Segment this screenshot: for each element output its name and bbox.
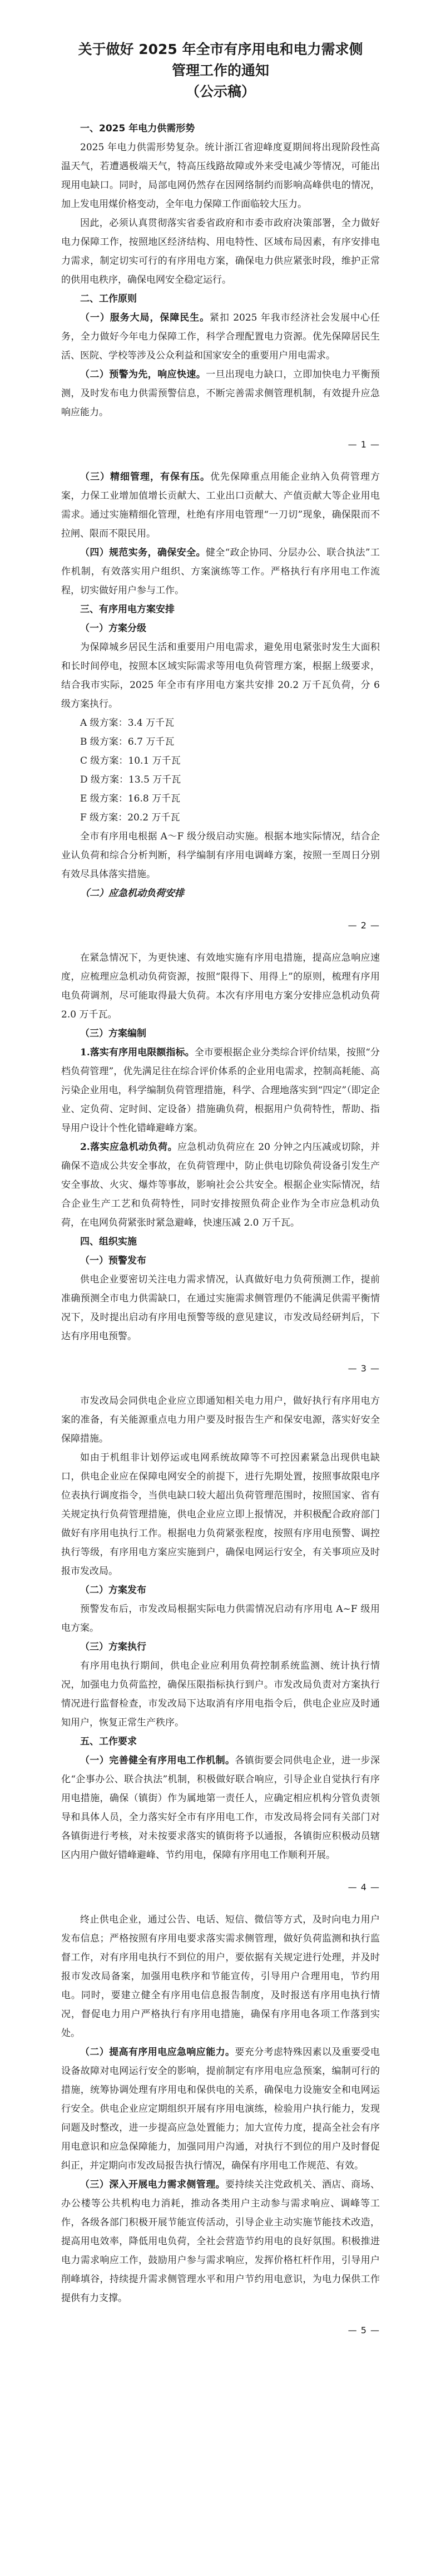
level-c-line [61,751,380,770]
level-d-value: 13.5 万千瓦 [128,774,181,785]
level-e-line [61,789,380,808]
section-5-paragraph-3-text: 要充分考虑特殊因素以及重要受电设备故障对电网运行安全的影响，提前制定有序用电应急预案，编制可行的措施，统筹协调处理有序用电和保供电的关系，确保电力设施安全和电网运行安全。供电企业应定期组织开展有序用电演练，检验用户执行能力，发现问题及时整改，进一步提高应急处置能力；加大宣传力度，提高全社会有序用电意识和应急保障能力，加强同用户沟通，对执行不到位的用户及时督促纠正，并定期向市发改局报告执行情况，确保有序用电工作规范、有效。 [61,2047,380,2171]
section-3-heading: 三、有序用电方案安排 [80,604,175,615]
section-2-heading: 二、工作原则 [80,293,137,304]
page-number-3: — 3 — [348,1363,380,1374]
section-3-sub-3: （三）方案编制 [80,1028,146,1039]
title-line-3: （公示稿） [185,83,255,100]
section-2-paragraph-4 [61,543,380,600]
section-3-paragraph-4-text: 全市要根据企业分类综合评价结果，按照“分档负荷管理”，优先满足往在综合评价体系的企业用电需求，控制高耗能、高污染企业用电，科学编制负荷管理措施，科学、合理地落实到“四定”（即定企业、定负荷、定时间、定设备）措施确负荷，根据用户负荷特性，帮助、指导用户设计个性化错峰避峰方案。 [61,1047,380,1134]
section-3-paragraph-5-text: 应急机动负荷应在 20 分钟之内压减或切除，并确保不造成公共安全事故，在负荷管理中，防止供电切除负荷设备引发生产安全事故、火灾、爆炸等事故，影响社会公共安全。根据企业实际情况，结合企业生产工艺和负荷特性，同时安排按照负荷企业作为全市应急机动负荷，在电网负荷紧张时紧急避峰，快速压减 2.0 万千瓦。 [61,1142,380,1228]
section-3-paragraph-5-lead: 2.落实应急机动负荷。 [80,1142,178,1153]
level-d-name: D 级方案： [80,774,129,785]
section-2-paragraph-1-text: 紧扣 2025 年我市经济社会发展中心任务，全力做好今年电力保障工作，科学合理配置电力资源。优先保障居民生活、医院、学校等涉及公众利益和国家安全的重要用户用电需求。 [61,312,380,361]
section-3-paragraph-3: 在紧急情况下，为更快速、有效地实施有序用电措施，提高应急响应速度，应梳理应急机动负荷资源，按照“限得下、用得上”的原则，梳理有序用电负荷调剂，尽可能取得最大负荷。本次有序用电方案分安排应急机动负荷 2.0 万千瓦。 [61,952,380,1020]
level-f-value: 20.2 万千瓦 [127,812,180,823]
level-c-name: C 级方案： [80,755,128,766]
level-f-line [61,808,380,827]
section-1-paragraph-2: 因此，必须认真贯彻落实省委省政府和市委市政府决策部署，全力做好电力保障工作，按照地区经济结构、用电特性、区域布局因素，有序安排电力需求，制定切实可行的有序用电方案，确保电力供应紧张时段，维护正常的供用电秩序，确保电网安全稳定运行。 [61,218,380,286]
level-e-value: 16.8 万千瓦 [127,793,181,804]
title-line-1: 关于做好 2025 年全市有序用电和电力需求侧 [78,41,363,57]
section-3-paragraph-4 [61,1043,380,1138]
section-1-heading: 一、2025 年电力供需形势 [80,123,195,134]
section-2-paragraph-2-text: 一旦出现电力缺口，立即加快电力平衡预测，及时发布电力供需预警信息，不断完善需求侧管理机制，有效提升应急响应能力。 [61,369,380,418]
level-a-value: 3.4 万千瓦 [127,717,175,729]
page-number-1: — 1 — [348,439,380,450]
section-5-paragraph-1-lead: （一）完善健全有序用电工作机制。 [80,1755,235,1766]
document-title [61,39,380,102]
section-4-paragraph-4: 预警发布后，市发改局根据实际电力供需情况启动有序用电 A~F 级用电方案。 [61,1604,380,1634]
level-d-line [61,770,380,789]
section-2-paragraph-3-text: 优先保障重点用能企业纳入负荷管理方案，力保工业增加值增长贡献大、工业出口贡献大、产值贡献大等企业用电需求。通过实施精细化管理，杜绝有序用电管理“一刀切”现象，确保限而不拉闸、限而不限民用。 [61,471,380,539]
section-5-heading: 五、工作要求 [80,1736,137,1747]
section-2-paragraph-3-lead: （三）精细管理，有保有压。 [80,471,210,483]
section-4-sub-3: （三）方案执行 [80,1641,146,1653]
level-c-value: 10.1 万千瓦 [128,755,181,766]
section-2-paragraph-1 [61,308,380,365]
section-4-sub-1: （一）预警发布 [80,1255,146,1266]
section-3-paragraph-4-lead: 1.落实有序用电限额指标。 [80,1047,195,1058]
section-5-paragraph-1-text: 各镇街要会同供电企业，进一步深化“企事办公、联合执法”机制，积极做好联合响应，引导企业自觉执行有序用电措施，确保（镇街）作为属地第一责任人，应确定相应机构分管负责领导和具体人员，全力落实好全市有序用电工作，市发改局将会同有关部门对各镇街进行考核，对未按要求落实的镇街将予以通报，各镇街应积极动员辖区内用户做好错峰避峰、节约用电，保障有序用电工作顺利开展。 [61,1755,380,1861]
level-b-line [61,733,380,751]
level-a-line [61,714,380,733]
level-f-name: F 级方案： [80,812,128,823]
section-4-paragraph-1: 供电企业要密切关注电力需求情况，认真做好电力负荷预测工作，提前准确预测全市电力供需缺口，在通过实施需求侧管理仍不能满足供需平衡情况下，及时提出启动有序用电预警等级的意见建议，市发改局经研判后，下达有序用电预警。 [61,1274,380,1342]
section-2-paragraph-2 [61,365,380,422]
section-5-paragraph-3-lead: （二）提高有序用电应急响应能力。 [80,2047,235,2058]
section-4-paragraph-5: 有序用电执行期间，供电企业应利用负荷控制系统监测、统计执行情况，加强电力负荷监控，确保压限指标执行到户。市发改局负责对方案执行情况进行监督检查，市发改局下达取消有序用电指令后，供电企业应及时通知用户，恢复正常生产秩序。 [61,1660,380,1728]
section-2-paragraph-4-lead: （四）规范实务，确保安全。 [80,547,206,558]
page-number-5: — 5 — [348,2325,380,2336]
section-3-sub-2: （二）应急机动负荷安排 [80,888,184,899]
section-4-heading: 四、组织实施 [80,1236,137,1247]
section-3-paragraph-2: 全市有序用电根据 A～F 级分级启动实施。根据本地实际情况，结合企业认负荷和综合分析判断，科学编制有序用电调峰方案，按照一至周日分别有效尽具体落实措施。 [61,831,380,880]
section-2-paragraph-2-lead: （二）预警为先，响应快速。 [80,369,206,380]
section-2-paragraph-4-text: 健全“政企协同、分层办公、联合执法”工作机制，有效落实用户组织、方案演练等工作。严格执行有序用电工作流程，切实做好用户参与工作。 [61,547,380,596]
section-4-sub-2: （二）方案发布 [80,1585,146,1596]
page-number-4: — 4 — [348,1882,380,1892]
section-2-paragraph-3 [61,468,380,543]
page-number-2: — 2 — [348,920,380,931]
section-5-paragraph-1 [61,1751,380,1865]
section-4-paragraph-3: 如由于机组非计划停运或电网系统故障等不可控因素紧急出现供电缺口，供电企业应在保障电网安全的前提下，进行先期处置，按照事故限电序位表执行调度指令，当供电缺口较大超出负荷管理范围时，按照国家、省有关规定执行负荷管理措施，供电企业应立即上报情况，并积极配合政府部门做好有序用电执行工作。根据电力负荷紧张程度，按照有序用电预警、调控执行等级，有序用电方案应实施到户，确保电网运行安全，有关事项应及时报市发改局。 [61,1452,380,1577]
level-b-name: B 级方案： [80,736,128,748]
section-1-paragraph-1: 2025 年电力供需形势复杂。统计浙江省迎峰度夏期间将出现阶段性高温天气，若遭遇极端天气，特高压线路故障或外来受电减少等情况，可能出现用电缺口。同时，局部电网仍然存在因网络制约而影响高峰供电的情况，加上发电用煤价格变动，全年电力保障工作面临较大压力。 [61,142,380,210]
level-b-value: 6.7 万千瓦 [127,736,175,748]
level-a-name: A 级方案： [80,717,128,729]
section-5-paragraph-4 [61,2175,380,2308]
title-line-2: 管理工作的通知 [171,62,269,78]
section-3-paragraph-5 [61,1138,380,1232]
section-4-paragraph-2: 市发改局会同供电企业应立即通知相关电力用户，做好执行有序用电方案的准备，有关能源重点电力用户要及时报告生产和保安电源，落实好安全保障措施。 [61,1395,380,1444]
section-5-paragraph-4-lead: （三）深入开展电力需求侧管理。 [80,2179,225,2190]
section-2-paragraph-1-lead: （一）服务大局，保障民生。 [80,312,210,323]
level-e-name: E 级方案： [80,793,128,804]
section-5-paragraph-3 [61,2043,380,2175]
section-5-paragraph-2: 终止供电企业，通过公告、电话、短信、微信等方式，及时向电力用户发布信息；严格按照有序用电要求落实需求侧管理，做好负荷监测和执行监督工作，对有序用电执行不到位的用户，要依据有关规定进行处理，并及时报市发改局备案，加强用电秩序和节能宣传，引导用户合理用电，节约用电。同时，要建立健全有序用电信息报告制度，及时报送有序用电执行情况，督促电力用户严格执行有序用电措施，确保有序用电各项工作落到实处。 [61,1914,380,2039]
section-3-sub-1: （一）方案分级 [80,623,146,634]
section-3-paragraph-1: 为保障城乡居民生活和重要用户用电需求，避免用电紧张时发生大面积和长时间停电，按照本区域实际需求等用电负荷管理方案，根据上级要求，结合我市实际，2025 年全市有序用电方案共安排 20.2 万千瓦负荷，分 6 级方案执行。 [61,642,380,710]
section-5-paragraph-4-text: 要持续关注党政机关、酒店、商场、办公楼等公共机构电力消耗，推动各类用户主动参与需求响应、调峰等工作，各级各部门积极开展节能宣传活动，引导企业主动实施节能技术改造，提高用电效率，降低用电负荷，全社会营造节约用电的良好氛围。积极推进电力需求响应工作，鼓励用户参与需求响应，发挥价格杠杆作用，引导用户削峰填谷，持续提升需求侧管理水平和用户节约用电意识，为电力保供工作提供有力支撑。 [61,2179,380,2304]
